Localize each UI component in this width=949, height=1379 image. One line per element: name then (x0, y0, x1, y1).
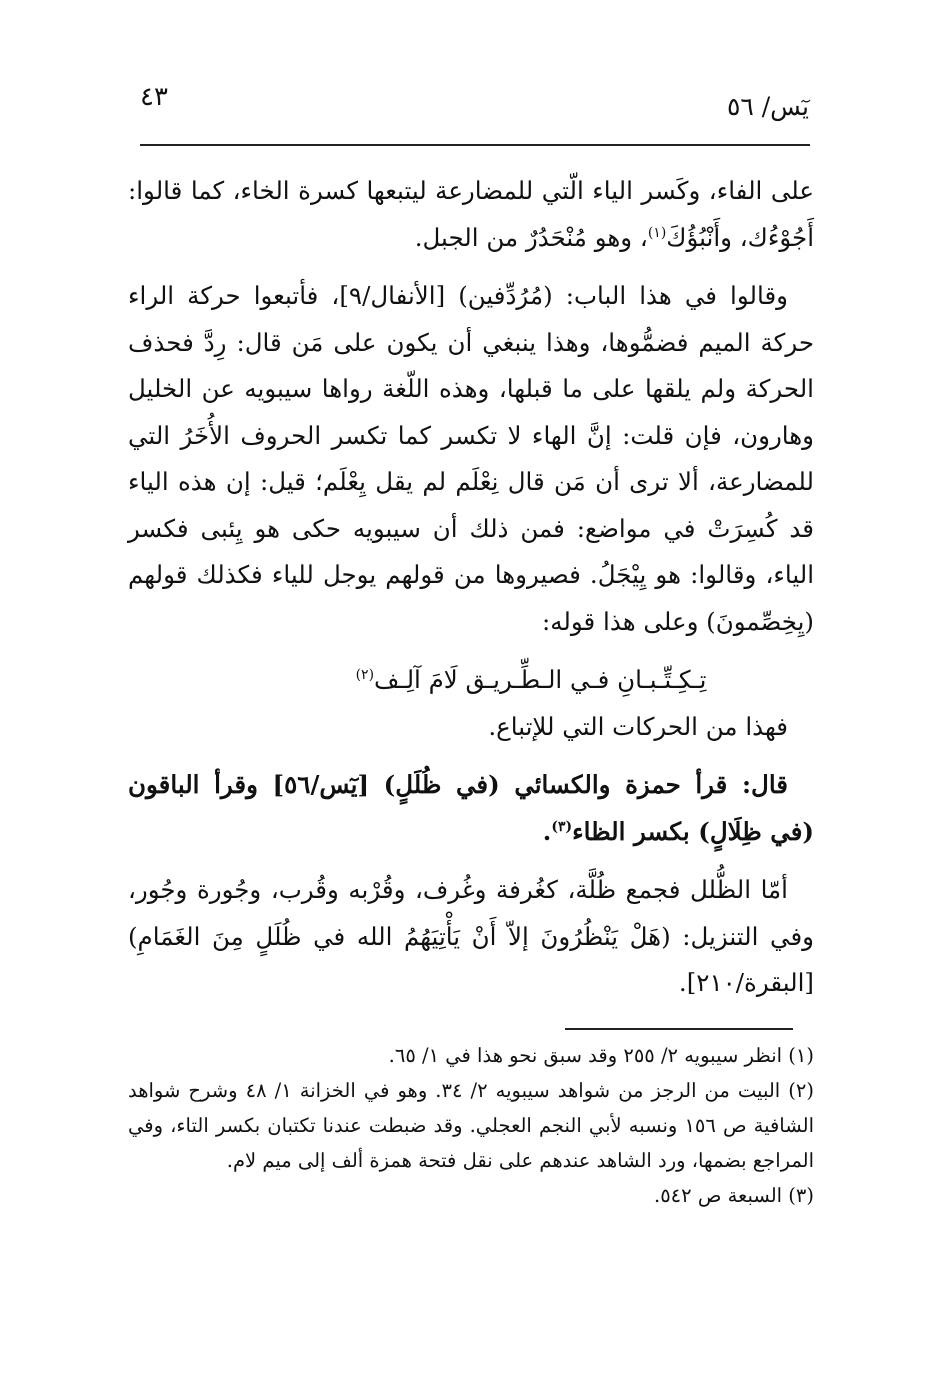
verse-line (128, 657, 814, 704)
paragraph-1-text: على الفاء، وكَسر الياء الّتي للمضارعة ليتبعها كسرة الخاء، كما قالوا: أَجُوْءُك، وأَنْبُؤُكَ (128, 176, 814, 252)
paragraph-1-end: ، وهو مُنْحَدُرٌ من الجبل. (414, 222, 648, 252)
footnotes (128, 1038, 814, 1213)
footnote-ref-2: (٢) (355, 666, 375, 683)
verse-text: تِـكِـتِّـبـانِ فـي الـطِّـريـق لَامَ آلِـف (374, 665, 707, 694)
paragraph-3: فهذا من الحركات التي للإتباع. (488, 711, 788, 741)
paragraph-4 (128, 762, 814, 855)
page-number: ٤٣ (140, 82, 168, 112)
footnote-ref-1: (١) (647, 224, 667, 241)
paragraph-5: أمّا الظُّلل فجمع ظُلَّة، كغُرفة وغُرف، وقُرْبه وقُرب، وجُورة وجُور، وفي التنزيل: (هَلْ يَنْظُرُونَ إلاّ أَنْ يَأْتِيَهُمُ الله في ظُلَلٍ مِنَ الغَمَامِ) [البقرة/٢١٠]. (128, 875, 814, 997)
paragraph-2: وقالوا في هذا الباب: (مُرُدِّفين) [الأنفال/٩]، فأتبعوا حركة الراء حركة الميم فضمُّوها، وهذا ينبغي أن يكون على مَن قال: رِدَّ فحذف الحركة ولم يلقها على ما قبلها، وهذه اللّغة رواها سيبويه عن الخليل وهارون، فإن قلت: إنَّ الهاء لا تكسر كما تكسر الحروف الأُخَرُ التي للمضارعة، ألا ترى أن مَن قال نِعْلَم لم يقل يِعْلَم؛ قيل: إن هذه الياء قد كُسِرَتْ في مواضع: فمن ذلك أن سيبويه حكى هو يِئبى فكسر الياء، وقالوا: هو يِيْجَلُ. فصيروها من قولهم يوجل للياء فكذلك قولهم (يِخِصِّمونَ) وعلى هذا قوله: (128, 281, 814, 636)
main-text (128, 168, 814, 1019)
footnote-rule (565, 1028, 793, 1030)
running-title: يٓس/ ٥٦ (726, 92, 809, 121)
footnote-1: (١) انظر سيبويه ٢/ ٢٥٥ وقد سبق نحو هذا في ١/ ٦٥. (388, 1044, 814, 1067)
paragraph-4-end: . (542, 816, 552, 846)
paragraph-1 (128, 168, 814, 261)
footnote-2: (٢) البيت من الرجز من شواهد سيبويه ٢/ ٣٤. وهو في الخزانة ١/ ٤٨ وشرح شواهد الشافية ص ١٥٦ ونسبه لأبي النجم العجلي. وقد ضبطت عندنا تكتبان بكسر التاء، وفي المراجع بضمها، ورد الشاهد عندهم على نقل فتحة همزة ألف إلى ميم لام. (128, 1079, 814, 1172)
footnote-ref-3: (٣) (551, 818, 573, 835)
footnote-3: (٣) السبعة ص ٥٤٢. (654, 1184, 814, 1207)
header-rule (140, 144, 810, 146)
paragraph-4-text: قال: قرأ حمزة والكسائي (في ظُلَلٍ) [يٓس/٥٦] وقرأ الباقون (في ظِلَالٍ) بكسر الظاء (128, 770, 814, 846)
